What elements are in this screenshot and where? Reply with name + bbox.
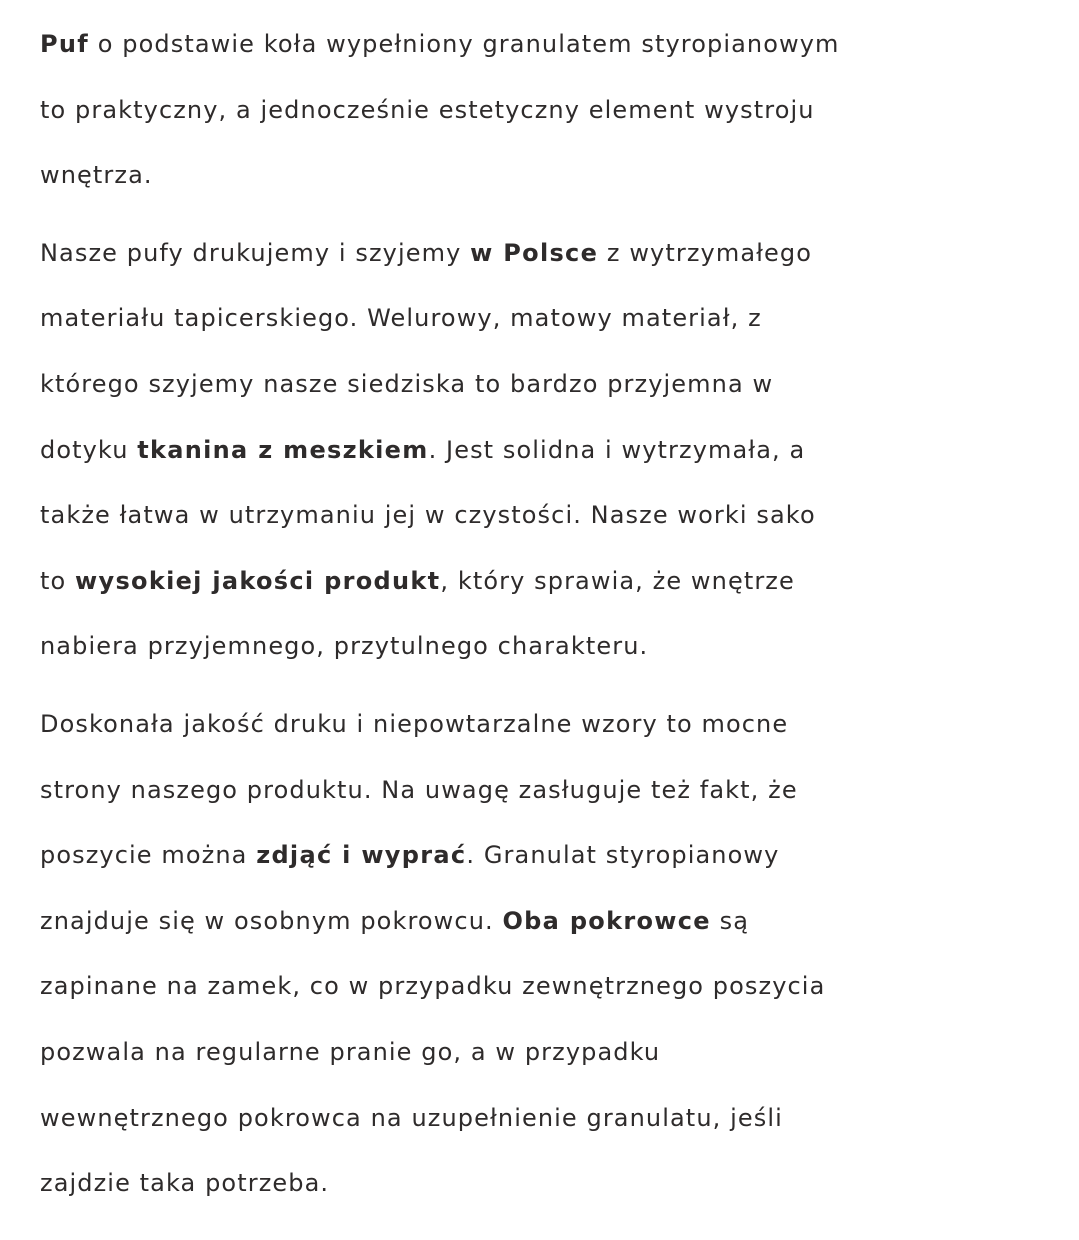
paragraph-line: strony naszego produktu. Na uwagę zasługuje też fakt, że <box>40 775 798 804</box>
paragraph-line: zajdzie taka potrzeba. <box>40 1169 330 1198</box>
bold-text: Oba pokrowce <box>502 906 711 935</box>
text: poszycie można <box>40 841 257 870</box>
paragraph-line <box>40 12 1040 78</box>
description-paragraph-2 <box>40 221 1040 680</box>
paragraph-line: to praktyczny, a jednocześnie estetyczny element wystroju <box>40 95 815 124</box>
paragraph-line: zapinane na zamek, co w przypadku zewnętrznego poszycia <box>40 972 826 1001</box>
paragraph-line <box>40 221 1040 287</box>
paragraph-line: Doskonała jakość druku i niepowtarzalne wzory to mocne <box>40 709 789 738</box>
text: z wytrzymałego <box>598 238 813 267</box>
bold-text: tkanina z meszkiem <box>137 435 429 464</box>
paragraph-line: materiału tapicerskiego. Welurowy, matowy materiał, z <box>40 304 762 333</box>
text: dotyku <box>40 435 138 464</box>
text: . Granulat styropianowy <box>466 841 780 870</box>
bold-text: w Polsce <box>470 238 599 267</box>
paragraph-line: pozwala na regularne pranie go, a w przypadku <box>40 1037 661 1066</box>
text: są <box>710 906 749 935</box>
product-description <box>40 12 1040 1229</box>
description-paragraph-1 <box>40 12 1040 209</box>
paragraph-line: którego szyjemy nasze siedziska to bardzo przyjemna w <box>40 369 774 398</box>
paragraph-line <box>40 549 1040 615</box>
paragraph-line <box>40 823 1040 889</box>
paragraph-line: także łatwa w utrzymaniu jej w czystości. Nasze worki sako <box>40 501 816 530</box>
text: . Jest solidna i wytrzymała, a <box>428 435 806 464</box>
paragraph-line: nabiera przyjemnego, przytulnego charakteru. <box>40 632 649 661</box>
paragraph-line: wewnętrznego pokrowca na uzupełnienie granulatu, jeśli <box>40 1103 783 1132</box>
bold-text: Puf <box>40 30 90 58</box>
text: znajduje się w osobnym pokrowcu. <box>40 906 503 935</box>
text: o podstawie koła wypełniony granulatem styropianowym <box>89 30 840 58</box>
text: to <box>40 566 76 595</box>
text: Nasze pufy drukujemy i szyjemy <box>40 238 471 267</box>
paragraph-line <box>40 418 1040 484</box>
description-paragraph-3 <box>40 692 1040 1217</box>
bold-text: wysokiej jakości produkt <box>75 566 441 595</box>
paragraph-line: wnętrza. <box>40 161 153 190</box>
text: , który sprawia, że wnętrze <box>440 566 795 595</box>
bold-text: zdjąć i wyprać <box>256 841 467 870</box>
paragraph-line <box>40 889 1040 955</box>
